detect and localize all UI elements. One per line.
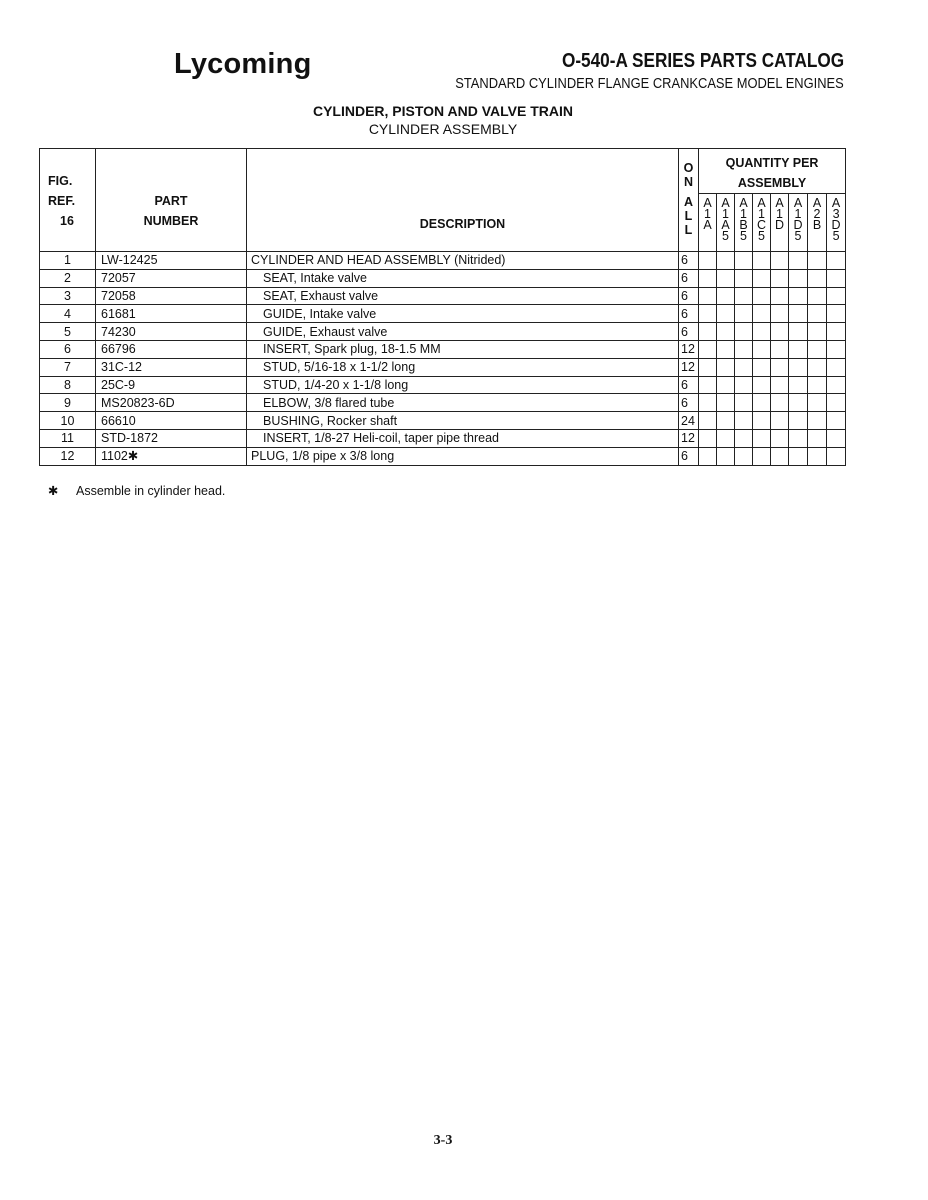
onal-quantity-cell: 6	[679, 269, 699, 287]
model-quantity-cell	[789, 340, 808, 358]
fig-ref-cell: 5	[40, 323, 96, 341]
model-quantity-cell	[771, 269, 789, 287]
model-quantity-cell	[789, 412, 808, 430]
fig-ref-cell: 6	[40, 340, 96, 358]
model-quantity-cell	[753, 412, 771, 430]
model-quantity-cell	[753, 287, 771, 305]
model-column-header: A 1 D	[771, 194, 789, 252]
table-row	[40, 429, 846, 447]
onal-letter: L	[684, 209, 693, 223]
model-quantity-cell	[789, 447, 808, 465]
model-quantity-cell	[753, 305, 771, 323]
model-quantity-cell	[789, 323, 808, 341]
model-quantity-cell	[808, 305, 827, 323]
table-row	[40, 269, 846, 287]
model-quantity-cell	[827, 287, 846, 305]
model-quantity-cell	[808, 376, 827, 394]
model-column-header: A 1 C 5	[753, 194, 771, 252]
parts-table	[39, 148, 846, 466]
model-quantity-cell	[808, 429, 827, 447]
model-quantity-cell	[808, 412, 827, 430]
part-number-header-line2: NUMBER	[143, 214, 199, 228]
model-quantity-cell	[808, 269, 827, 287]
model-quantity-cell	[771, 394, 789, 412]
part-number-cell: 72058	[96, 287, 247, 305]
model-quantity-cell	[735, 447, 753, 465]
description-cell: STUD, 5/16-18 x 1-1/2 long	[247, 358, 679, 376]
footnote	[48, 483, 225, 498]
description-cell: ELBOW, 3/8 flared tube	[247, 394, 679, 412]
model-quantity-cell	[771, 358, 789, 376]
part-number-header-line1: PART	[154, 194, 188, 208]
onal-quantity-cell: 6	[679, 305, 699, 323]
model-quantity-cell	[771, 305, 789, 323]
description-cell: CYLINDER AND HEAD ASSEMBLY (Nitrided)	[247, 252, 679, 270]
model-column-header: A 3 D 5	[827, 194, 846, 252]
model-quantity-cell	[789, 269, 808, 287]
part-number-cell: LW-12425	[96, 252, 247, 270]
catalog-subtitle: STANDARD CYLINDER FLANGE CRANKCASE MODEL ENGINES	[455, 75, 844, 92]
description-cell: INSERT, 1/8-27 Heli-coil, taper pipe thread	[247, 429, 679, 447]
parts-table-body	[40, 252, 846, 466]
onal-letter: N	[683, 175, 694, 189]
model-quantity-cell	[789, 429, 808, 447]
model-column-header: A 1 A	[699, 194, 717, 252]
model-quantity-cell	[753, 340, 771, 358]
table-row	[40, 358, 846, 376]
part-number-cell: 61681	[96, 305, 247, 323]
model-quantity-cell	[808, 252, 827, 270]
brand-logo: Lycoming	[174, 48, 312, 80]
model-quantity-cell	[753, 447, 771, 465]
description-cell: SEAT, Intake valve	[247, 269, 679, 287]
page-number: 3-3	[433, 1133, 453, 1148]
description-cell: INSERT, Spark plug, 18-1.5 MM	[247, 340, 679, 358]
model-quantity-cell	[827, 376, 846, 394]
model-quantity-cell	[753, 269, 771, 287]
part-number-cell: 66610	[96, 412, 247, 430]
onal-quantity-cell: 12	[679, 429, 699, 447]
model-quantity-cell	[735, 269, 753, 287]
model-quantity-cell	[808, 340, 827, 358]
model-quantity-cell	[699, 252, 717, 270]
model-quantity-cell	[771, 252, 789, 270]
table-row	[40, 394, 846, 412]
table-row	[40, 447, 846, 465]
table-row	[40, 287, 846, 305]
table-row	[40, 252, 846, 270]
part-number-cell: MS20823-6D	[96, 394, 247, 412]
description-cell: SEAT, Exhaust valve	[247, 287, 679, 305]
model-quantity-cell	[717, 429, 735, 447]
asterisk-marker: ✱	[48, 484, 59, 498]
part-number-cell: 74230	[96, 323, 247, 341]
model-quantity-cell	[717, 323, 735, 341]
model-quantity-cell	[699, 412, 717, 430]
model-quantity-cell	[827, 358, 846, 376]
model-quantity-cell	[735, 287, 753, 305]
model-quantity-cell	[789, 376, 808, 394]
section-title: CYLINDER, PISTON AND VALVE TRAIN	[312, 103, 574, 119]
table-row	[40, 305, 846, 323]
onal-quantity-cell: 12	[679, 358, 699, 376]
fig-ref-cell: 1	[40, 252, 96, 270]
model-quantity-cell	[771, 287, 789, 305]
fig-ref-header	[40, 149, 96, 252]
model-quantity-cell	[753, 429, 771, 447]
onal-quantity-cell: 24	[679, 412, 699, 430]
model-quantity-cell	[717, 287, 735, 305]
fig-ref-cell: 4	[40, 305, 96, 323]
model-quantity-cell	[753, 323, 771, 341]
model-quantity-cell	[771, 376, 789, 394]
model-quantity-cell	[827, 252, 846, 270]
model-quantity-cell	[717, 252, 735, 270]
model-column-header: A 2 B	[808, 194, 827, 252]
quantity-header-line2: ASSEMBLY	[737, 176, 807, 190]
catalog-title: O-540-A SERIES PARTS CATALOG	[561, 50, 844, 72]
fig-ref-cell: 11	[40, 429, 96, 447]
table-row	[40, 340, 846, 358]
fig-ref-cell: 10	[40, 412, 96, 430]
model-quantity-cell	[808, 323, 827, 341]
model-quantity-cell	[699, 376, 717, 394]
section-subtitle: CYLINDER ASSEMBLY	[368, 121, 518, 137]
table-row	[40, 376, 846, 394]
quantity-header	[699, 149, 846, 194]
fig-ref-header-line2: REF.	[48, 194, 76, 208]
model-quantity-cell	[827, 305, 846, 323]
fig-ref-cell: 8	[40, 376, 96, 394]
footnote-text: Assemble in cylinder head.	[76, 484, 226, 498]
model-quantity-cell	[771, 323, 789, 341]
onal-header	[679, 149, 699, 252]
onal-letter: L	[684, 223, 693, 237]
model-quantity-cell	[808, 447, 827, 465]
model-column-header: A 1 A 5	[717, 194, 735, 252]
table-header	[40, 149, 846, 252]
model-quantity-cell	[717, 269, 735, 287]
description-cell: BUSHING, Rocker shaft	[247, 412, 679, 430]
part-number-cell: 1102✱	[96, 447, 247, 465]
description-cell: PLUG, 1/8 pipe x 3/8 long	[247, 447, 679, 465]
onal-letter: O	[683, 161, 694, 175]
onal-quantity-cell: 6	[679, 447, 699, 465]
model-quantity-cell	[717, 340, 735, 358]
model-quantity-cell	[699, 358, 717, 376]
onal-quantity-cell: 12	[679, 340, 699, 358]
table-row	[40, 323, 846, 341]
model-column-header: A 1 D 5	[789, 194, 808, 252]
part-number-cell: 66796	[96, 340, 247, 358]
model-quantity-cell	[789, 394, 808, 412]
model-quantity-cell	[735, 358, 753, 376]
fig-ref-cell: 7	[40, 358, 96, 376]
model-quantity-cell	[753, 358, 771, 376]
part-number-cell: STD-1872	[96, 429, 247, 447]
model-quantity-cell	[699, 287, 717, 305]
model-column-header: A 1 B 5	[735, 194, 753, 252]
fig-ref-cell: 3	[40, 287, 96, 305]
model-quantity-cell	[827, 323, 846, 341]
model-quantity-cell	[699, 394, 717, 412]
model-quantity-cell	[717, 412, 735, 430]
model-quantity-cell	[753, 252, 771, 270]
model-quantity-cell	[717, 394, 735, 412]
onal-quantity-cell: 6	[679, 287, 699, 305]
part-number-cell: 25C-9	[96, 376, 247, 394]
model-quantity-cell	[808, 394, 827, 412]
description-cell: GUIDE, Exhaust valve	[247, 323, 679, 341]
fig-ref-header-line1: FIG.	[48, 174, 73, 188]
model-quantity-cell	[771, 340, 789, 358]
model-quantity-cell	[827, 429, 846, 447]
part-number-header	[96, 149, 247, 252]
onal-quantity-cell: 6	[679, 323, 699, 341]
model-quantity-cell	[699, 305, 717, 323]
model-quantity-cell	[699, 323, 717, 341]
fig-ref-cell: 9	[40, 394, 96, 412]
model-quantity-cell	[808, 358, 827, 376]
model-quantity-cell	[735, 394, 753, 412]
model-quantity-cell	[735, 323, 753, 341]
model-quantity-cell	[717, 376, 735, 394]
description-cell: STUD, 1/4-20 x 1-1/8 long	[247, 376, 679, 394]
fig-ref-cell: 2	[40, 269, 96, 287]
model-quantity-cell	[771, 447, 789, 465]
model-quantity-cell	[827, 412, 846, 430]
model-quantity-cell	[735, 252, 753, 270]
part-number-cell: 72057	[96, 269, 247, 287]
onal-quantity-cell: 6	[679, 252, 699, 270]
fig-ref-cell: 12	[40, 447, 96, 465]
quantity-header-line1: QUANTITY PER	[725, 156, 819, 170]
model-quantity-cell	[735, 305, 753, 323]
description-header: DESCRIPTION	[247, 149, 679, 252]
model-quantity-cell	[735, 376, 753, 394]
onal-quantity-cell: 6	[679, 376, 699, 394]
model-quantity-cell	[717, 305, 735, 323]
fig-ref-header-line3: 16	[60, 214, 74, 228]
model-quantity-cell	[699, 269, 717, 287]
model-quantity-cell	[789, 287, 808, 305]
model-quantity-cell	[771, 429, 789, 447]
model-quantity-cell	[735, 429, 753, 447]
table-row	[40, 412, 846, 430]
model-quantity-cell	[717, 358, 735, 376]
model-quantity-cell	[789, 305, 808, 323]
model-quantity-cell	[753, 376, 771, 394]
description-cell: GUIDE, Intake valve	[247, 305, 679, 323]
part-number-cell: 31C-12	[96, 358, 247, 376]
model-quantity-cell	[735, 340, 753, 358]
model-quantity-cell	[717, 447, 735, 465]
model-quantity-cell	[789, 358, 808, 376]
model-quantity-cell	[789, 252, 808, 270]
model-quantity-cell	[699, 447, 717, 465]
model-quantity-cell	[827, 269, 846, 287]
model-quantity-cell	[827, 340, 846, 358]
model-quantity-cell	[771, 412, 789, 430]
onal-letter: A	[683, 195, 694, 209]
onal-quantity-cell: 6	[679, 394, 699, 412]
model-quantity-cell	[753, 394, 771, 412]
model-quantity-cell	[735, 412, 753, 430]
model-quantity-cell	[827, 394, 846, 412]
model-quantity-cell	[827, 447, 846, 465]
model-quantity-cell	[699, 429, 717, 447]
model-quantity-cell	[808, 287, 827, 305]
model-quantity-cell	[699, 340, 717, 358]
